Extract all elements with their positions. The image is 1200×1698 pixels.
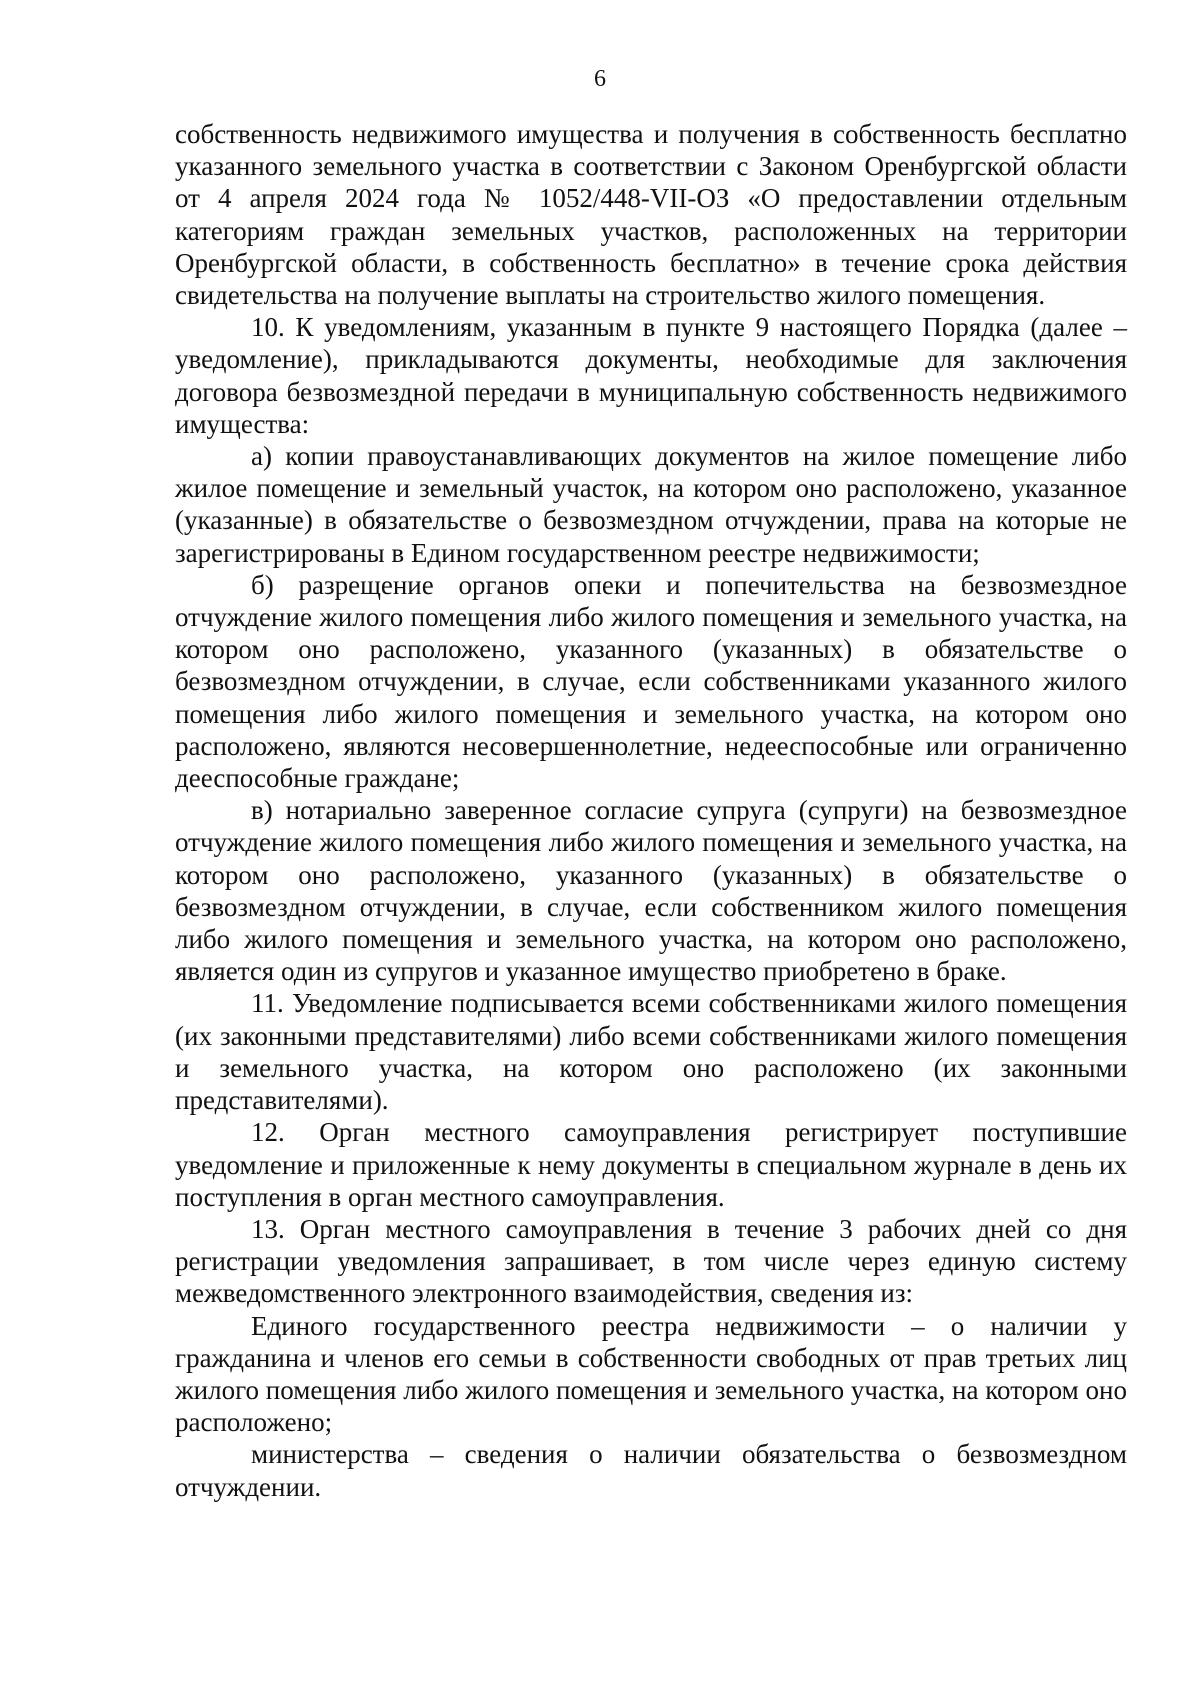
paragraph-item-10: 10. К уведомлениям, указанным в пункте 9 настоящего Порядка (далее – уведомление), прикладываются документы, необходимые для заключения договора безвозмездной передачи в муниципальную собственность недвижимого имущества: bbox=[175, 312, 1127, 439]
document-body bbox=[175, 118, 1127, 1503]
paragraph-ministry-info: министерства – сведения о наличии обязательства о безвозмездном отчуждении. bbox=[175, 1439, 1127, 1502]
paragraph-subitem-a: а) копии правоустанавливающих документов на жилое помещение либо жилое помещение и земельный участок, на котором оно расположено, указанное (указанные) в обязательстве о безвозмездном отчуждении, права на которые не зарегистрированы в Едином государственном реестре недвижимости; bbox=[175, 441, 1127, 568]
paragraph-subitem-b: б) разрещение органов опеки и попечительства на безвозмездное отчуждение жилого помещения либо жилого помещения и земельного участка, на котором оно расположено, указанного (указанных) в обязательстве о безвозмездном отчуждении, в случае, если собственниками указанного жилого помещения либо жилого помещения и земельного участка, на котором оно расположено, являются несовершеннолетние, недееспособные или ограниченно дееспособные граждане; bbox=[175, 569, 1127, 794]
paragraph-subitem-v: в) нотариально заверенное согласие супруга (супруги) на безвозмездное отчуждение жилого помещения либо жилого помещения и земельного участка, на котором оно расположено, указанного (указанных) в обязательстве о безвозмездном отчуждении, в случае, если собственником жилого помещения либо жилого помещения и земельного участка, на котором оно расположено, является один из супругов и указанное имущество приобретено в браке. bbox=[175, 795, 1127, 987]
paragraph-item-13: 13. Орган местного самоуправления в течение 3 рабочих дней со дня регистрации уведомления запрашивает, в том числе через единую систему межведомственного электронного взаимодействия, сведения из: bbox=[175, 1213, 1127, 1309]
paragraph-registry-info: Единого государственного реестра недвижимости – о наличии у гражданина и членов его семьи в собственности свободных от прав третьих лиц жилого помещения либо жилого помещения и земельного участка, на котором оно расположено; bbox=[175, 1310, 1127, 1438]
paragraph-continuation: собственность недвижимого имущества и получения в собственность бесплатно указанного земельного участка в соответствии с Законом Оренбургской области от 4 апреля 2024 года № 1052/448-VII-ОЗ «О предоставлении отдельным категориям граждан земельных участков, расположенных на территории Оренбургской области, в собственность бесплатно» в течение срока действия свидетельства на получение выплаты на строительство жилого помещения. bbox=[175, 119, 1127, 311]
page-number: 6 bbox=[594, 66, 606, 92]
paragraph-item-12: 12. Орган местного самоуправления регистрирует поступившие уведомление и приложенные к нему документы в специальном журнале в день их поступления в орган местного самоуправления. bbox=[175, 1117, 1127, 1212]
paragraph-item-11: 11. Уведомление подписывается всеми собственниками жилого помещения (их законными представителями) либо всеми собственниками жилого помещения и земельного участка, на котором оно расположено (их законными представителями). bbox=[175, 988, 1127, 1116]
